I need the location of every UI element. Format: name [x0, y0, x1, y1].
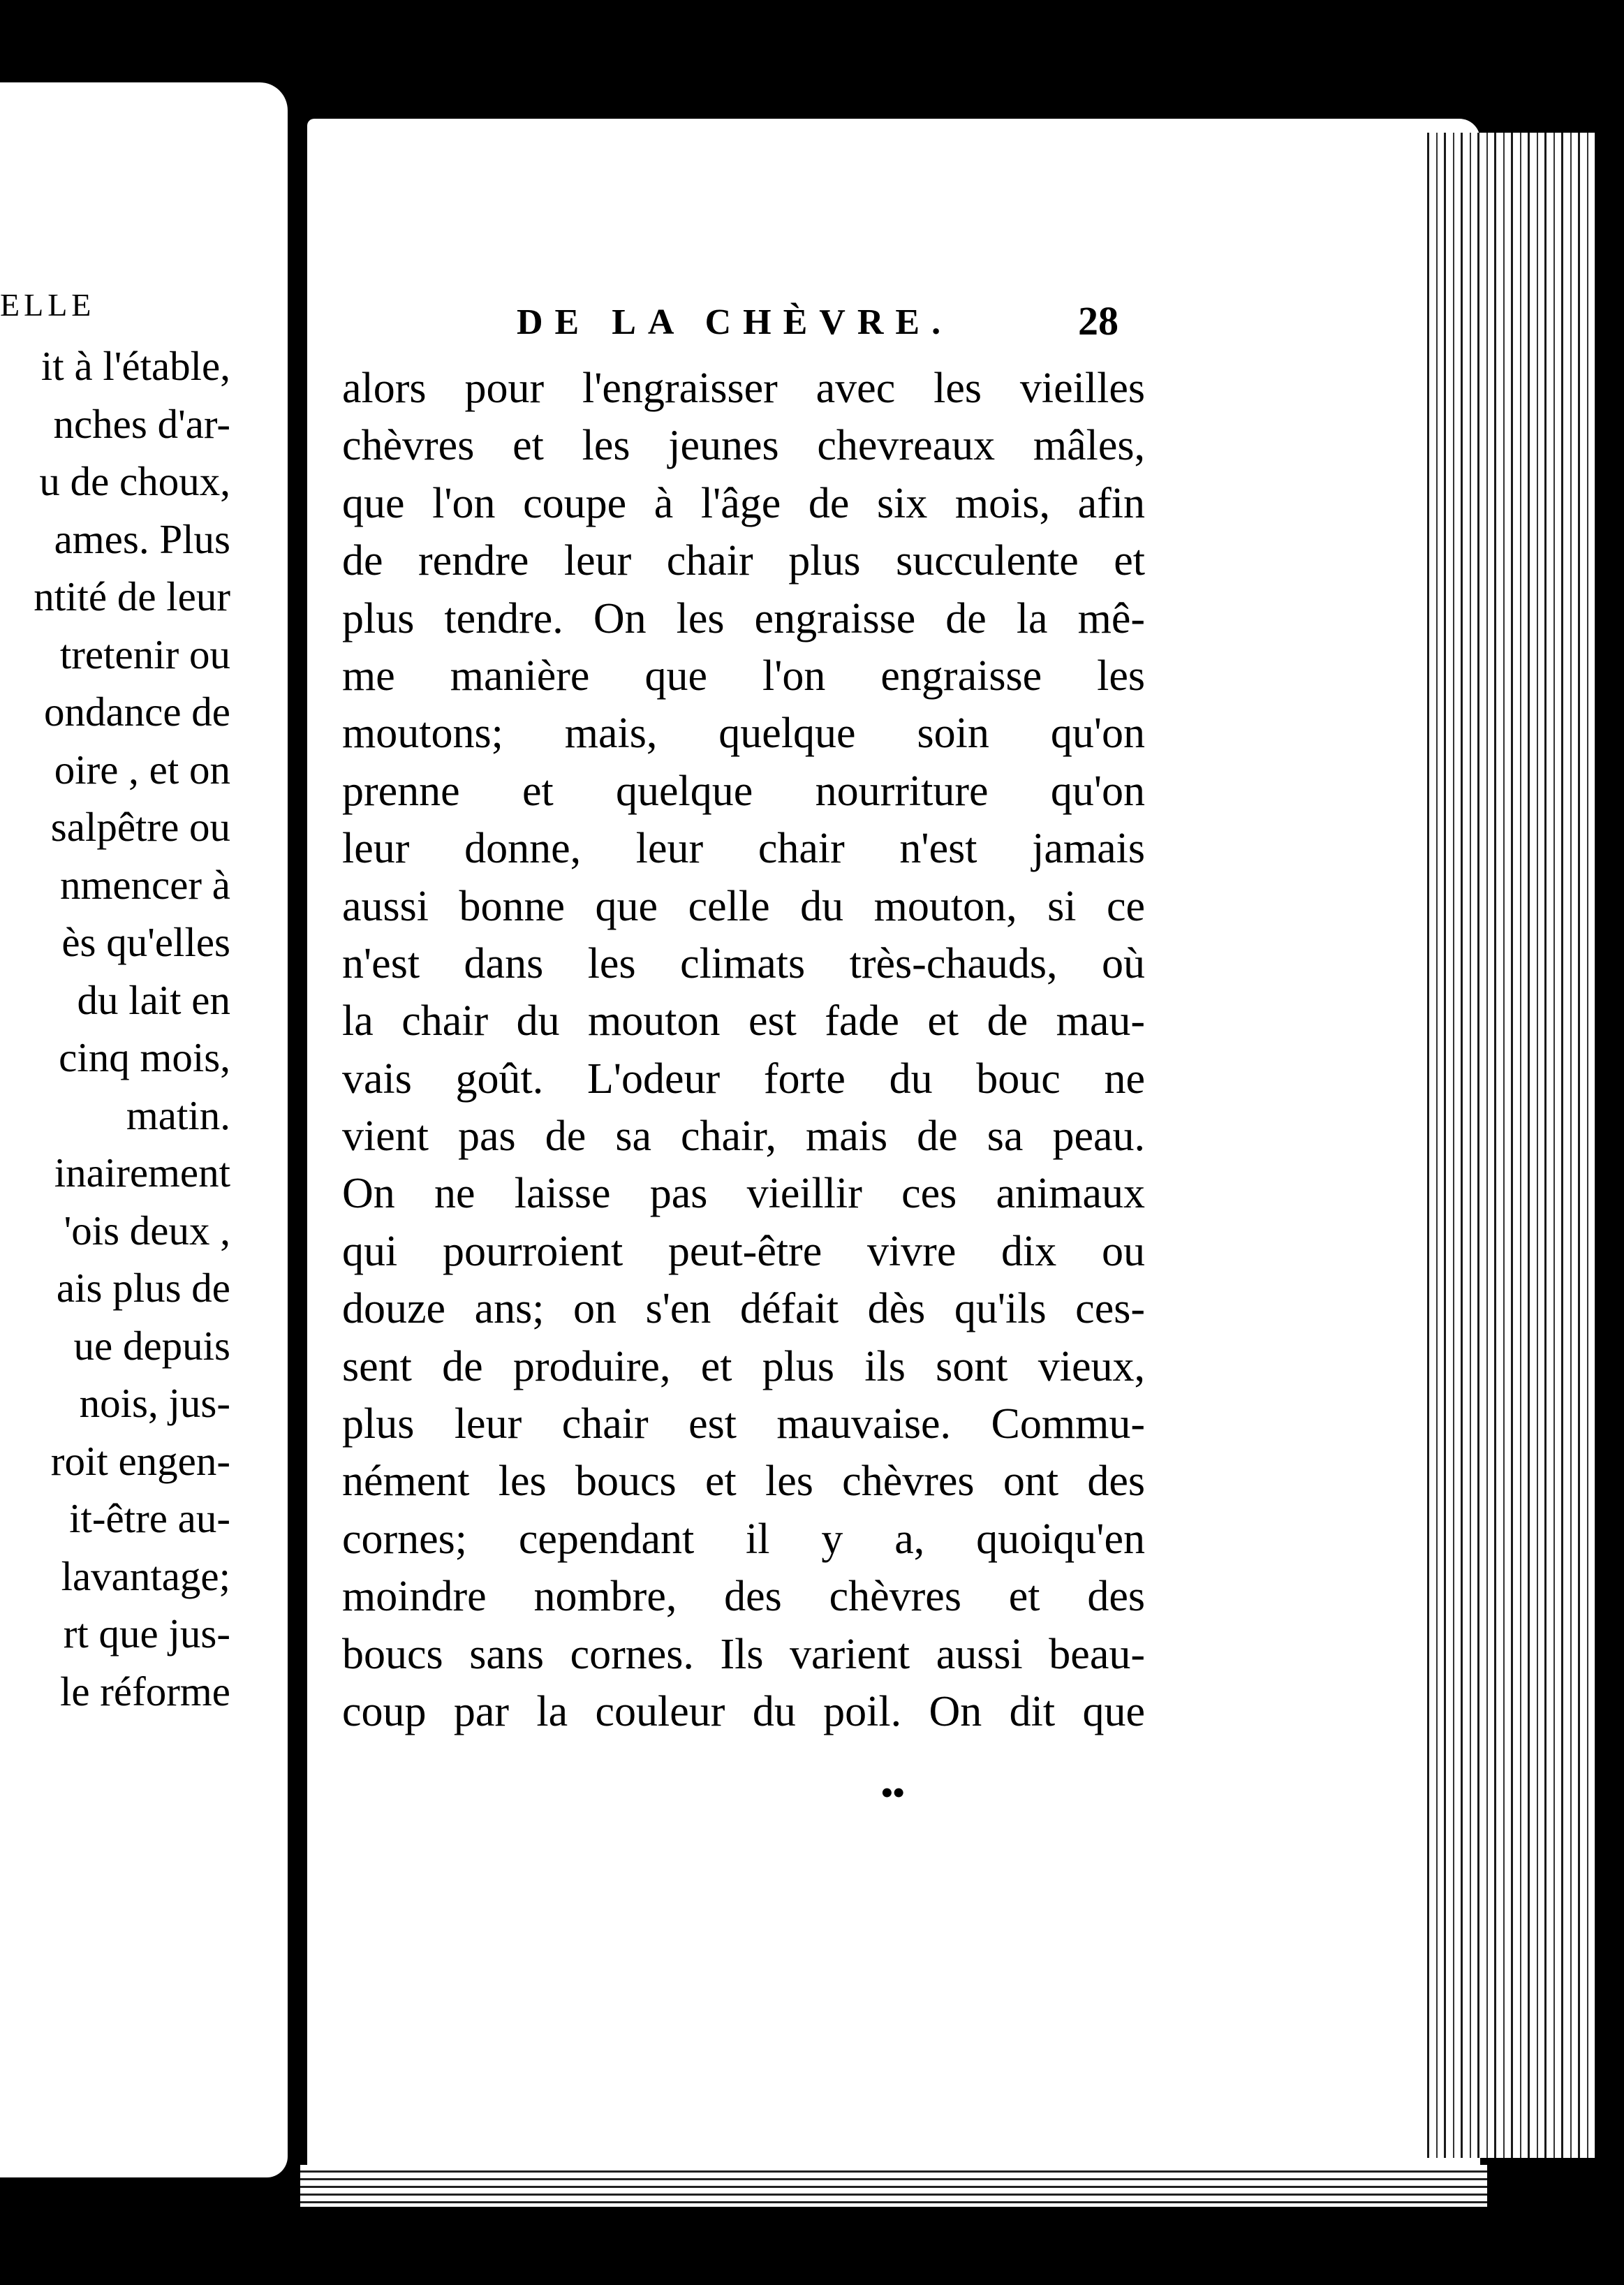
page-edges	[1421, 133, 1595, 2158]
text-line: ue depuis	[73, 1322, 230, 1369]
text-line: inairement	[54, 1149, 230, 1196]
text-line: n'est dans les climats très-chauds, où	[342, 939, 1145, 987]
text-line: nois, jus-	[79, 1380, 230, 1426]
text-line: vient pas de sa chair, mais de sa peau.	[342, 1112, 1145, 1161]
signature-mark: ••	[881, 1775, 905, 1812]
text-line: chèvres et les jeunes chevreaux mâles,	[342, 422, 1145, 470]
text-line: coup par la couleur du poil. On dit que	[342, 1687, 1145, 1735]
running-title: DE LA CHÈVRE.	[517, 302, 953, 342]
left-page-text	[0, 337, 230, 1720]
text-line: roit engen-	[50, 1437, 230, 1484]
text-line: lavantage;	[61, 1552, 230, 1599]
text-line: me manière que l'on engraisse les	[342, 652, 1145, 700]
text-line: ès qu'elles	[61, 919, 230, 965]
text-line: On ne laisse pas vieillir ces animaux	[342, 1170, 1145, 1218]
text-line: plus tendre. On les engraisse de la mê-	[342, 594, 1145, 642]
text-line: nmencer à	[59, 861, 230, 908]
text-line: it à l'étable,	[40, 343, 230, 389]
text-line: sent de produire, et plus ils sont vieux,	[342, 1342, 1145, 1390]
text-line: alors pour l'engraisser avec les vieilles	[342, 365, 1145, 412]
text-line: vais goût. L'odeur forte du bouc ne	[342, 1055, 1145, 1103]
running-head	[517, 298, 1145, 344]
right-page-text	[342, 360, 1145, 1740]
text-line: nément les boucs et les chèvres ont des	[342, 1457, 1145, 1506]
text-line: boucs sans cornes. Ils varient aussi beau-	[342, 1630, 1145, 1678]
text-line: le réforme	[59, 1668, 230, 1714]
text-line: tretenir ou	[59, 631, 230, 677]
text-line: plus leur chair est mauvaise. Commu-	[342, 1400, 1145, 1448]
bottom-page-edge	[300, 2165, 1487, 2207]
text-line: aussi bonne que celle du mouton, si ce	[342, 882, 1145, 930]
text-line: u de choux,	[39, 458, 230, 504]
text-line: it-être au-	[69, 1495, 230, 1541]
text-line: ais plus de	[56, 1265, 230, 1311]
text-line: oire , et on	[54, 746, 230, 793]
text-line: moutons; mais, quelque soin qu'on	[342, 710, 1145, 758]
text-line: leur donne, leur chair n'est jamais	[342, 825, 1145, 873]
text-line: que l'on coupe à l'âge de six mois, afin	[342, 479, 1145, 527]
text-line: du lait en	[77, 976, 230, 1023]
text-line: de rendre leur chair plus succulente et	[342, 537, 1145, 585]
text-line: nches d'ar-	[53, 400, 230, 447]
text-line: 'ois deux ,	[64, 1207, 230, 1254]
text-line: ames. Plus	[54, 515, 230, 562]
text-line: prenne et quelque nourriture qu'on	[342, 767, 1145, 815]
text-line: douze ans; on s'en défait dès qu'ils ces-	[342, 1285, 1145, 1333]
text-line: ondance de	[44, 689, 230, 735]
text-line: moindre nombre, des chèvres et des	[342, 1573, 1145, 1621]
text-line: qui pourroient peut-être vivre dix ou	[342, 1227, 1145, 1275]
text-line: matin.	[126, 1092, 230, 1138]
text-line: rt que jus-	[63, 1610, 230, 1656]
left-page	[0, 82, 288, 2177]
text-line: cornes; cependant il y a, quoiqu'en	[342, 1515, 1145, 1563]
text-line: la chair du mouton est fade et de mau-	[342, 997, 1145, 1045]
page-number: 28	[1078, 298, 1119, 344]
text-line: salpêtre ou	[50, 804, 230, 850]
text-line: cinq mois,	[59, 1034, 230, 1080]
left-page-header: ELLE	[0, 287, 96, 323]
text-line: ntité de leur	[34, 573, 230, 619]
